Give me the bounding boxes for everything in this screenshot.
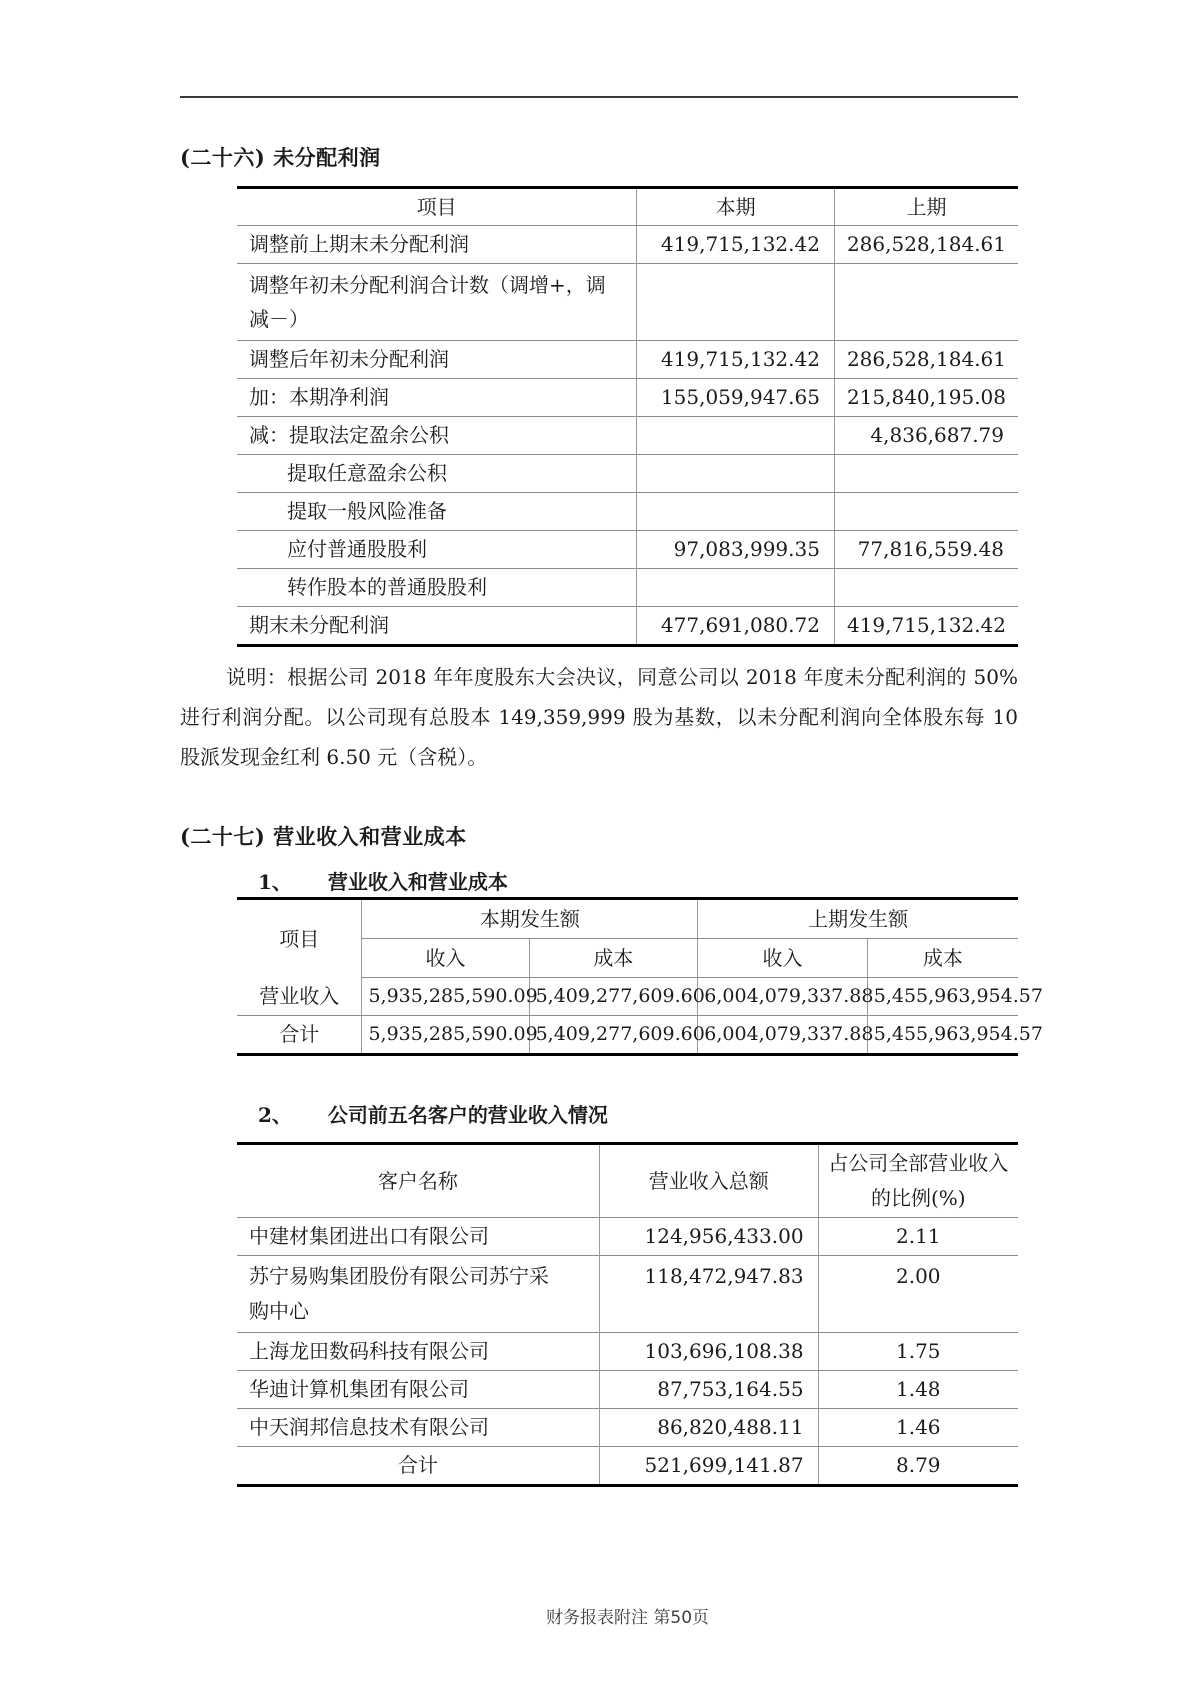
row-label: 应付普通股股利 (237, 531, 637, 569)
t2-header-current-group: 本期发生额 (362, 899, 698, 939)
prior-value (834, 264, 1018, 341)
subsection-title: 营业收入和营业成本 (327, 870, 508, 894)
prior-value (834, 569, 1018, 607)
revenue-amount: 87,753,164.55 (599, 1371, 818, 1409)
t2-subheader-cost: 成本 (867, 939, 1018, 978)
t2-header-item: 项目 (279, 926, 320, 951)
table-header-row (237, 899, 1018, 939)
t1-header-prior-period: 上期 (834, 188, 1018, 226)
table-row (237, 1409, 1018, 1447)
row-label: 期末未分配利润 (237, 607, 637, 646)
prior-value: 215,840,195.08 (834, 379, 1018, 417)
revenue-percentage: 1.75 (818, 1333, 1018, 1371)
current-value (637, 455, 835, 493)
current-value (637, 569, 835, 607)
prior-income: 6,004,079,337.88 (698, 978, 867, 1016)
customer-name: 华迪计算机集团有限公司 (237, 1371, 599, 1409)
current-value (637, 417, 835, 455)
table-row (237, 341, 1018, 379)
table-row (237, 607, 1018, 646)
current-income: 5,935,285,590.09 (362, 978, 529, 1016)
prior-value (834, 455, 1018, 493)
table-row (237, 379, 1018, 417)
row-label: 转作股本的普通股股利 (237, 569, 637, 607)
row-label: 调整年初未分配利润合计数（调增+，调减－） (237, 264, 637, 341)
prior-value: 286,528,184.61 (834, 226, 1018, 264)
customer-name: 中建材集团进出口有限公司 (249, 1224, 489, 1248)
t2-subheader-cost: 成本 (529, 939, 698, 978)
page-content (180, 96, 1043, 1628)
table-total-row (237, 1447, 1018, 1486)
t3-header-revenue: 营业收入总额 (599, 1144, 818, 1218)
revenue-amount: 86,820,488.11 (599, 1409, 818, 1447)
t2-header-prior-group: 上期发生额 (698, 899, 1018, 939)
table-row (237, 493, 1018, 531)
table-row (237, 1333, 1018, 1371)
revenue-percentage: 1.46 (818, 1409, 1018, 1447)
t3-header-percentage: 占公司全部营业收入的比例(%) (818, 1144, 1018, 1218)
total-label: 合计 (237, 1447, 599, 1486)
current-value: 97,083,999.35 (637, 531, 835, 569)
revenue-cost-table (237, 897, 1043, 1056)
current-cost: 5,409,277,609.60 (529, 978, 698, 1016)
customer-name: 苏宁易购集团股份有限公司苏宁采购中心 (237, 1256, 599, 1333)
prior-cost: 5,455,963,954.57 (867, 1016, 1018, 1055)
row-label: 合计 (237, 1016, 362, 1055)
subsection-number: 1、 (258, 870, 292, 894)
prior-value: 286,528,184.61 (834, 341, 1018, 379)
table-row (237, 264, 1018, 341)
top-customers-table (237, 1142, 1018, 1487)
customer-name: 上海龙田数码科技有限公司 (237, 1333, 599, 1371)
revenue-percentage: 1.48 (818, 1371, 1018, 1409)
current-value: 419,715,132.42 (637, 341, 835, 379)
t1-header-current-period: 本期 (637, 188, 835, 226)
table-row (237, 1218, 1018, 1256)
revenue-amount: 103,696,108.38 (599, 1333, 818, 1371)
section-27-heading: (二十七) 营业收入和营业成本 (180, 824, 467, 849)
subsection-1-heading (180, 869, 1018, 895)
prior-value: 419,715,132.42 (834, 607, 1018, 646)
table-row (237, 1256, 1018, 1333)
current-cost: 5,409,277,609.60 (529, 1016, 698, 1055)
note-line: 股派发现金红利 6.50 元（含税）。 (180, 745, 488, 769)
prior-cost: 5,455,963,954.57 (867, 978, 1018, 1016)
prior-value: 4,836,687.79 (834, 417, 1018, 455)
t2-subheader-income: 收入 (362, 939, 529, 978)
revenue-percentage: 2.00 (818, 1256, 1018, 1333)
page-header-rule (180, 96, 1018, 98)
total-amount: 521,699,141.87 (599, 1447, 818, 1486)
undistributed-profit-table (237, 186, 1018, 647)
table-row (237, 1371, 1018, 1409)
row-label: 调整后年初未分配利润 (237, 341, 637, 379)
row-label: 营业收入 (259, 983, 340, 1008)
current-value: 477,691,080.72 (637, 607, 835, 646)
t1-header-item: 项目 (237, 188, 637, 226)
t2-subheader-income: 收入 (698, 939, 867, 978)
row-label: 减：提取法定盈余公积 (237, 417, 637, 455)
table-row (237, 226, 1018, 264)
total-percentage: 8.79 (818, 1447, 1018, 1486)
table-header-row (237, 188, 1018, 226)
prior-income: 6,004,079,337.88 (698, 1016, 867, 1055)
table-row (237, 978, 1018, 1016)
page-footer: 财务报表附注 第50页 (545, 1608, 710, 1628)
note-line: 进行利润分配。以公司现有总股本 149,359,999 股为基数，以未分配利润向全体股东每 10 (180, 705, 1018, 729)
section-26-heading: (二十六) 未分配利润 (180, 145, 381, 170)
row-label: 提取任意盈余公积 (237, 455, 637, 493)
table-row (237, 531, 1018, 569)
table-header-row (237, 1144, 1018, 1218)
revenue-amount: 118,472,947.83 (599, 1256, 818, 1333)
table-row (237, 569, 1018, 607)
row-label: 提取一般风险准备 (237, 493, 637, 531)
subsection-number: 2、 (258, 1103, 292, 1127)
current-value (637, 264, 835, 341)
prior-value (834, 493, 1018, 531)
table-row (237, 455, 1018, 493)
profit-distribution-note (180, 657, 1018, 777)
table-total-row (237, 1016, 1018, 1055)
subsection-2-heading (180, 1102, 1018, 1128)
subsection-title: 公司前五名客户的营业收入情况 (327, 1103, 608, 1127)
current-value: 155,059,947.65 (637, 379, 835, 417)
row-label: 加：本期净利润 (237, 379, 637, 417)
customer-name: 中天润邦信息技术有限公司 (237, 1409, 599, 1447)
note-line: 说明：根据公司 2018 年年度股东大会决议，同意公司以 2018 年度未分配利润的 50% (226, 665, 1018, 689)
table-row (237, 417, 1018, 455)
prior-value: 77,816,559.48 (834, 531, 1018, 569)
t3-header-customer: 客户名称 (237, 1144, 599, 1218)
current-income: 5,935,285,590.09 (362, 1016, 529, 1055)
revenue-amount: 124,956,433.00 (599, 1218, 818, 1256)
row-label: 调整前上期末未分配利润 (249, 232, 469, 256)
current-value (637, 493, 835, 531)
current-value: 419,715,132.42 (637, 226, 835, 264)
revenue-percentage: 2.11 (818, 1218, 1018, 1256)
